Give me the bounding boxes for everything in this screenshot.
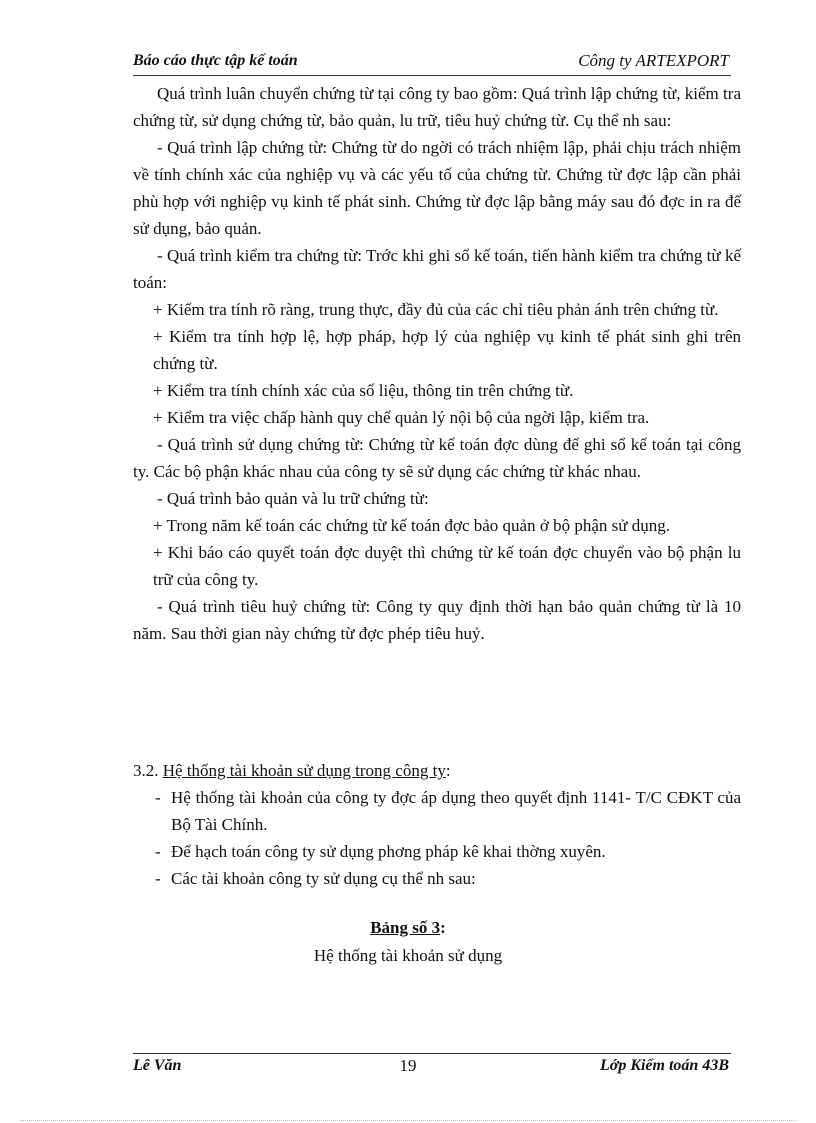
section-number: 3.2.: [133, 761, 163, 780]
paragraph-create-vouchers: - Quá trình lập chứng từ: Chứng từ do ngời có trách nhiệm lập, phải chịu trách nhiệm về tính chính xác của nghiệp vụ và các yếu tố của chứng từ. Chứng từ đợc lập cần phải phù hợp với nghiệp vụ kinh tế phát sinh. Chứng từ đợc lập bằng máy sau đó đợc in ra để sử dụng, bảo quản.: [133, 138, 741, 238]
check-item-compliance: + Kiểm tra việc chấp hành quy chế quản lý nội bộ của ngời lập, kiểm tra.: [153, 408, 650, 427]
paragraph-store-vouchers: - Quá trình bảo quản và lu trữ chứng từ:: [157, 489, 429, 508]
footer-author: Lê Văn: [133, 1057, 182, 1074]
section-heading: [133, 761, 451, 781]
check-item-clarity: + Kiểm tra tính rõ ràng, trung thực, đầy đủ của các chỉ tiêu phản ánh trên chứng từ.: [153, 300, 719, 319]
header-divider: [133, 75, 731, 76]
list-item-text: Hệ thống tài khoản của công ty đợc áp dụng theo quyết định 1141- T/C CĐKT của Bộ Tài Chính.: [171, 788, 741, 834]
list-item-text: Các tài khoản công ty sử dụng cụ thể nh sau:: [171, 869, 476, 888]
store-item-during-year: + Trong năm kế toán các chứng từ kế toán đợc bảo quản ở bộ phận sử dụng.: [153, 516, 670, 535]
header-report-title: Báo cáo thực tập kế toán: [133, 52, 298, 69]
body-text: [133, 80, 741, 647]
header-company-name: Công ty ARTEXPORT: [578, 51, 729, 70]
list-item: [133, 838, 741, 865]
footer-page-number: 19: [399, 1056, 417, 1075]
list-item: [133, 865, 741, 892]
table-number: Bảng số 3: [370, 918, 441, 937]
store-item-archive: + Khi báo cáo quyết toán đợc duyệt thì chứng từ kế toán đợc chuyển vào bộ phận lu trữ của công ty.: [153, 543, 741, 589]
list-dash: -: [155, 842, 161, 861]
table-caption-colon: :: [440, 918, 446, 937]
list-dash: -: [155, 788, 161, 807]
section-list: [133, 784, 741, 892]
check-item-accuracy: + Kiểm tra tính chính xác của số liệu, thông tin trên chứng từ.: [153, 381, 574, 400]
section-title-colon: :: [445, 761, 451, 780]
paragraph-use-vouchers: - Quá trình sử dụng chứng từ: Chứng từ kế toán đợc dùng để ghi sổ kế toán tại công ty. Các bộ phận khác nhau của công ty sẽ sử dụng các chứng từ khác nhau.: [133, 435, 741, 481]
page-bottom-dotted-line: [20, 1120, 796, 1121]
list-item: [133, 784, 741, 838]
section-title: Hệ thống tài khoản sử dụng trong công ty: [162, 761, 446, 780]
paragraph-check-vouchers: - Quá trình kiểm tra chứng từ: Trớc khi ghi sổ kế toán, tiến hành kiểm tra chứng từ kế toán:: [133, 246, 741, 292]
paragraph-intro: Quá trình luân chuyển chứng từ tại công ty bao gồm: Quá trình lập chứng từ, kiểm tra chứng từ, sử dụng chứng từ, bảo quản, lu trữ, tiêu huỷ chứng từ. Cụ thể nh sau:: [133, 84, 741, 130]
table-caption-title: Hệ thống tài khoản sử dụng: [313, 946, 503, 965]
list-item-text: Để hạch toán công ty sử dụng phơng pháp kê khai thờng xuyên.: [171, 842, 606, 861]
check-item-validity: + Kiểm tra tính hợp lệ, hợp pháp, hợp lý của nghiệp vụ kinh tế phát sinh ghi trên chứng từ.: [153, 327, 741, 373]
paragraph-destroy-vouchers: - Quá trình tiêu huỷ chứng từ: Công ty quy định thời hạn bảo quản chứng từ là 10 năm. Sau thời gian này chứng từ đợc phép tiêu huỷ.: [133, 597, 741, 643]
table-caption-label: [0, 918, 816, 938]
list-dash: -: [155, 869, 161, 888]
footer-divider: [133, 1053, 731, 1054]
footer-class-name: Lớp Kiểm toán 43B: [599, 1057, 729, 1074]
